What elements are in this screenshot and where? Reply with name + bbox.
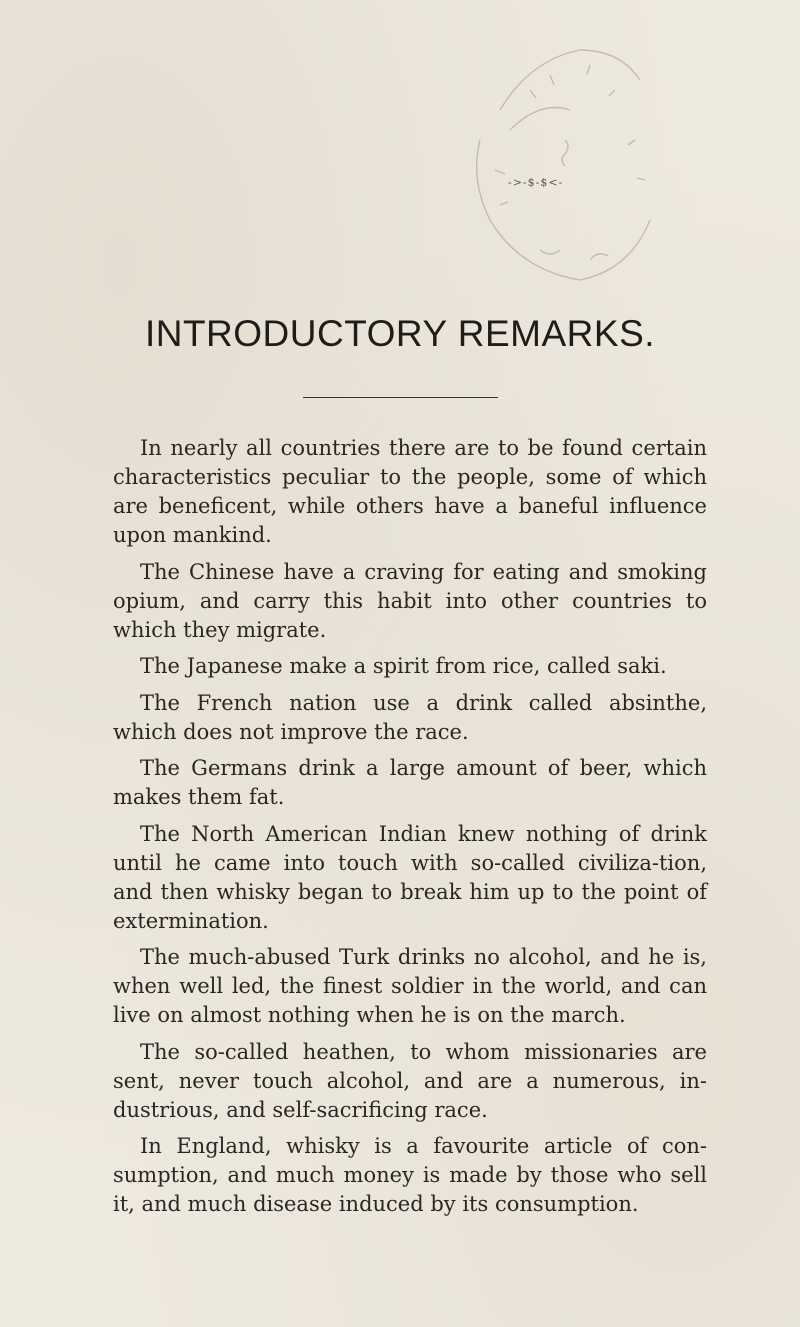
paragraph: In England, whisky is a favourite article of con-sumption, and much money is made by those who sell it, and much disease induced by its consumption.	[113, 1134, 707, 1216]
page-title: INTRODUCTORY REMARKS.	[144, 313, 656, 354]
title-divider	[303, 397, 498, 398]
paragraph: The Chinese have a craving for eating and smoking opium, and carry this habit into other countries to which they migrate.	[113, 559, 707, 642]
paragraph: In nearly all countries there are to be found certain characteristics peculiar to the people, some of which are beneficent, while others have a baneful influence upon mankind.	[113, 436, 707, 547]
paragraph: The North American Indian knew nothing of drink until he came into touch with so-called civiliza-tion, and then whisky began to break him up to the point of extermination.	[113, 821, 707, 933]
paragraph: The Germans drink a large amount of beer, which makes them fat.	[113, 756, 707, 809]
paragraph: The French nation use a drink called absinthe, which does not improve the race.	[113, 690, 707, 744]
faded-ornament-icon	[440, 20, 660, 320]
body-text	[113, 434, 707, 1227]
ornament-mark: ->-$-$<-	[508, 176, 564, 189]
paragraph: The so-called heathen, to whom missionaries are sent, never touch alcohol, and are a numerous, in-dustrious, and self-sacrificing race.	[113, 1039, 707, 1122]
paragraph: The Japanese make a spirit from rice, called saki.	[140, 654, 667, 678]
paragraph: The much-abused Turk drinks no alcohol, and he is, when well led, the finest soldier in the world, and can live on almost nothing when he is on the march.	[113, 945, 707, 1027]
